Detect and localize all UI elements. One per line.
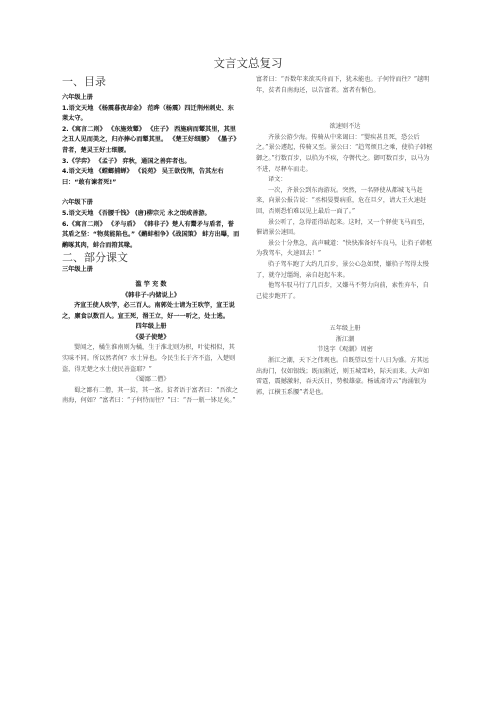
toc-item-2: 2.《寓言二则》 《东施效颦》 《庄子》 西施病而颦其里，其里之丑人见而美之，归亦捧心而颦其里。 《楚王好细腰》 《墨子》 昔者，楚灵王好士细腰。: [62, 125, 240, 154]
toc-item-1: 1.语文天地 《杨震暮夜却金》 范晔（杨震）四迁荆州刺史、东莱太守。: [62, 104, 234, 123]
lesson-text-seng: 蜀之鄙有二僧，其一贫，其一富。贫者语于富者曰：“吾欲之南海，何如？”富者曰：“子何恃而往？”曰：“吾一瓶一钵足矣。”: [62, 386, 239, 405]
lesson-text-lanyu: 齐宣王使人吹竽，必三百人。南郭处士请为王吹竽，宣王说之，廪食以数百人。宣王死，湣王立，好一一听之，处士逃。: [62, 302, 235, 320]
left-column: [62, 75, 240, 407]
lesson-title-lanyu: 滥 竽 充 数: [135, 280, 167, 288]
lesson-source-lanyu: 《韩非子·内储说上》: [121, 291, 181, 299]
translation-para-4: 驺子驾车跑了大约几百步，景公心急如焚，嫌驺子驾得太慢了，就夺过缰绳，亲自赶起车来。: [256, 260, 429, 279]
page-title: 文言文总复习: [213, 56, 283, 70]
grade-label-3a: 三年级上册: [62, 266, 93, 274]
toc-item-3: 3.《学弈》 《孟子》 弈秋，通国之善弈者也。: [62, 157, 191, 165]
lesson-text-chao: 浙江之潮，天下之伟观也。自既望以至十八日为盛。方其远出海门，仅如银线；既而渐近，则玉城雪岭，际天而来。大声如雷霆，震撼激射，吞天沃日，势极雄豪。杨诚斋诗云“海涌银为郭，江横玉系腰”者是也。: [256, 357, 430, 396]
story-title: 欲速则不达: [329, 123, 361, 131]
lesson-title-seng: 《蜀鄙二僧》: [132, 376, 170, 384]
lesson-text-seng-cont: 富者曰：“吾数年来欲买舟而下，犹未能也。子何恃而往？”越明年，贫者自南海还，以告富者。富者有惭色。: [256, 76, 430, 94]
lesson-text-yanzi: 婴闻之，橘生淮南则为橘，生于淮北则为枳，叶徒相似，其实味不同。所以然者何？水土异也。今民生长于齐不盗，入楚则盗，得无楚之水土使民善盗耶？”: [62, 344, 236, 373]
grade-label-6a: 六年级上册: [62, 94, 93, 101]
lesson-title-yanzi: 《晏子使楚》: [132, 333, 170, 341]
toc-item-4: 4.语文天地 《螳螂捕蝉》 《说苑》 吴王欲伐荆，告其左右曰：“敢有谏者死!”: [62, 168, 224, 186]
toc-item-5: 5.语文天地 《吾腰千钱》 (唐)柳宗元 永之氓咸善游。: [62, 209, 211, 217]
section-heading-toc: 一、目录: [62, 75, 106, 88]
translation-para-3: 景公十分焦急，高声喊道：“快快准备好车良马，让驺子韩枢为我驾车，火速回去！”: [256, 239, 433, 258]
translation-para-5: 他驾车驭马行了几百步，又嫌马不努力向前，索性弃车，自己徒步跑开了。: [256, 282, 429, 300]
section-heading-lessons: 二、部分课文: [62, 251, 128, 265]
grade-label-4a: 四年级上册: [135, 323, 167, 331]
translation-para-1: 一次，齐景公到东海游玩。突然，一名驿使从都城飞马赶来，向景公报告说：“丞相晏婴病重，危在旦夕，请大王火速赶回，否则恐怕难以见上最后一面了。”: [256, 186, 427, 215]
grade-label-5a: 五年级上册: [329, 325, 361, 333]
right-column: [256, 75, 434, 398]
translation-para-2: 景公听了，急得霍得站起来。这时，又一个驿使飞马而至，催请景公速回。: [256, 218, 429, 237]
lesson-source-chao: 节选字《观潮》周密: [317, 346, 373, 354]
story-text: 齐景公游少海。传骑从中来谒曰：“婴疾甚且死，恐公后之。”景公遽起，传骑又至。景公曰：“趋驾烦且之乘，使驺子韩枢御之。”行数百步，以驺为不疾，夺辔代之。御可数百步，以马为不进，尽释车而走。: [256, 133, 433, 173]
lesson-title-chao: 浙江潮: [335, 335, 355, 343]
translation-label: 译文：: [268, 176, 287, 184]
grade-label-6b: 六年级下册: [62, 199, 93, 207]
toc-item-6: 6.《寓言二则》 《矛与盾》 《韩非子》楚人有鬻矛与盾者，誉其盾之坚：“物莫能陷也。”《鹬蚌相争》《战国策》 蚌方出曝，而鹬啄其肉，蚌合而箝其喙。: [62, 220, 240, 249]
